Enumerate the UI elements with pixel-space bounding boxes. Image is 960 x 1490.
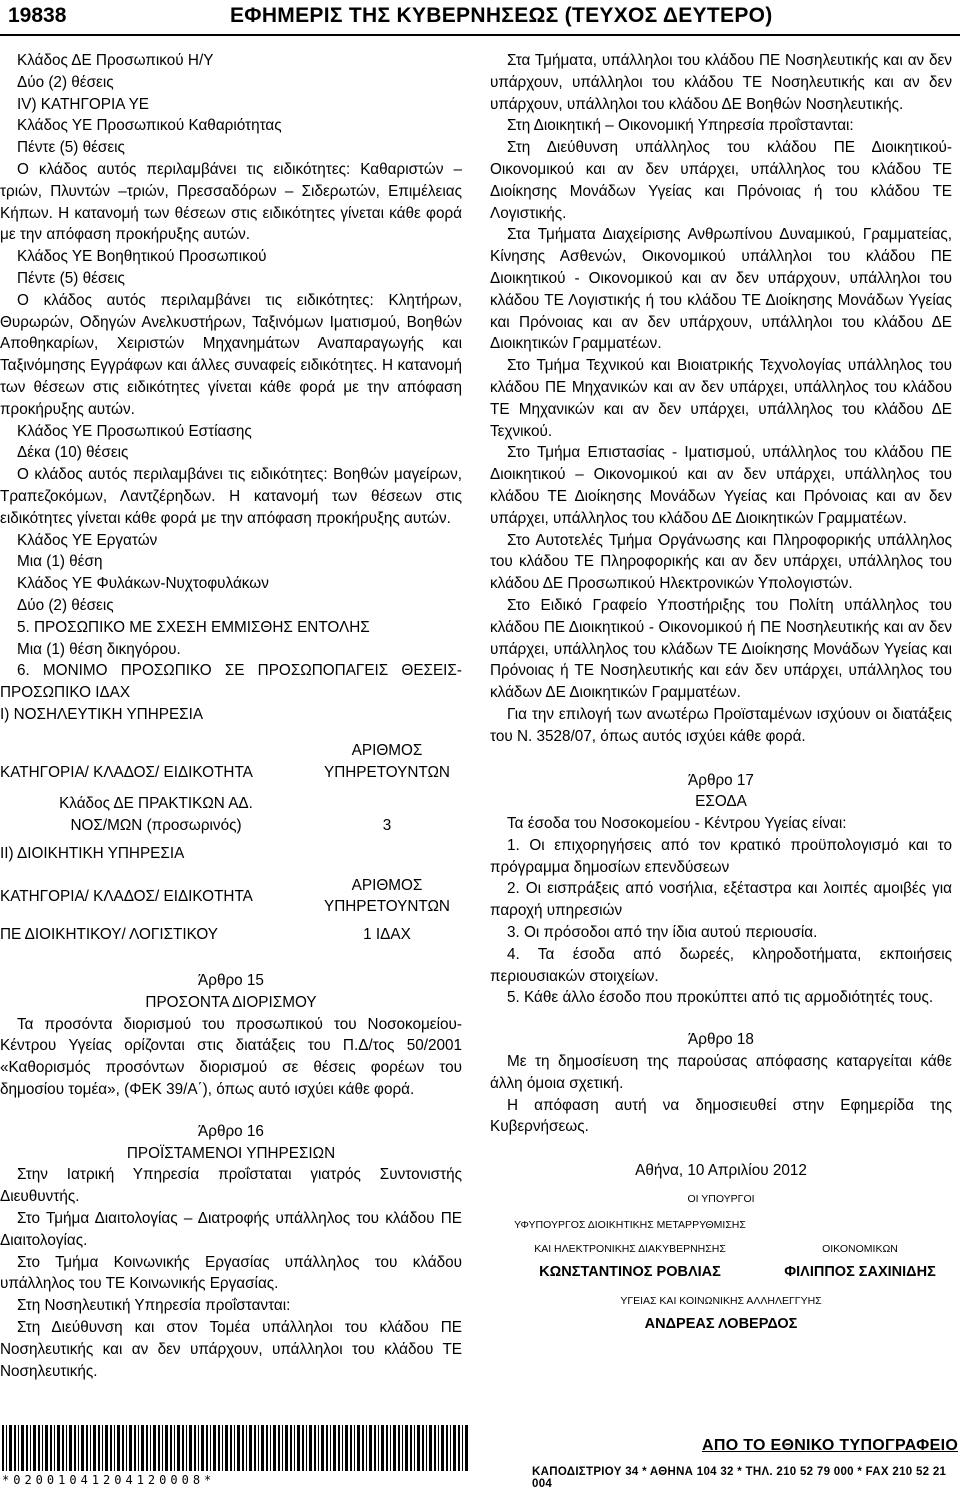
table-header-row (0, 875, 462, 919)
signatory-name: ΑΝΔΡΕΑΣ ΛΟΒΕΡΔΟΣ (644, 1316, 798, 1333)
table-header-row (0, 740, 462, 784)
positions-table-nursing (0, 740, 462, 837)
header-line: ΥΠΗΡΕΤΟΥΝΤΩΝ (324, 763, 450, 781)
page-footer (0, 1425, 960, 1490)
paragraph: Στη Διοικητική – Οικονομική Υπηρεσία προΐστανται: (507, 117, 854, 135)
header-line: ΑΡΙΘΜΟΣ (351, 876, 423, 894)
paragraph: 5. Κάθε άλλο έσοδο που προκύπτει από τις αρμοδιότητές τους. (507, 989, 934, 1007)
barcode-number: *02001041204120008* (2, 1473, 216, 1487)
article-number: Άρθρο 15 (198, 972, 264, 990)
text-line: Κλάδος ΥΕ Φυλάκων-Νυχτοφυλάκων (17, 575, 269, 593)
paragraph: Για την επιλογή των ανωτέρω Προϊσταμένων ισχύουν οι διατάξεις του Ν. 3528/07, όπως αυτός ισχύει κάθε φορά. (490, 705, 952, 745)
text-line: Κλάδος ΥΕ Εργατών (17, 531, 158, 549)
header-line: ΥΠΗΡΕΤΟΥΝΤΩΝ (324, 898, 450, 916)
signatory-title: ΟΙΚΟΝΟΜΙΚΩΝ (822, 1243, 898, 1256)
section-heading: 5. ΠΡΟΣΩΠΙΚΟ ΜΕ ΣΧΕΣΗ ΕΜΜΙΣΘΗΣ ΕΝΤΟΛΗΣ (17, 618, 370, 636)
positions-table-admin (0, 875, 462, 946)
table-row (0, 918, 462, 946)
paragraph: 4. Τα έσοδα από δωρεές, κληροδοτήματα, εκποιήσεις περιουσιακών στοιχείων. (490, 945, 952, 985)
paragraph: Ο κλάδος αυτός περιλαμβάνει τις ειδικότητες: Καθαριστών –τριών, Πλυντών –τριών, Πρεσσαδόρων – Σιδερωτών, Επιμέλειας Κήπων. Η κατανομή των θέσεων στις ειδικότητες γίνεται κάθε φορά με την απόφαση προκήρυξης αυτών. (0, 160, 462, 244)
table-cell: 3 (382, 817, 392, 835)
section-heading: IV) ΚΑΤΗΓΟΡΙΑ ΥΕ (17, 95, 149, 113)
paragraph: Ο κλάδος αυτός περιλαμβάνει τις ειδικότητες: Κλητήρων, Θυρωρών, Οδηγών Ανελκυστήρων, Ταξινόμων Ιματισμού, Βοηθών Αποθηκαρίων, Χειριστών Μηχανημάτων Αναπαραγωγής και Ταξινόμησης Εγγράφων και άλλες συναφείς ειδικότητες. Η κατανομή των θέσεων στις ειδικότητες γίνεται κάθε φορά με την απόφαση προκήρυξης αυτών. (0, 291, 462, 418)
header-rule (0, 34, 960, 36)
barcode (2, 1425, 468, 1471)
table-cell: 1 ΙΔΑΧ (363, 926, 411, 944)
header-line: ΑΡΙΘΜΟΣ (351, 741, 423, 759)
signature-block (490, 1218, 952, 1280)
article-title: ΕΣΟΔΑ (695, 793, 747, 811)
paragraph: Στο Τμήμα Κοινωνικής Εργασίας υπάλληλος του κλάδου υπάλληλος του ΤΕ Κοινωνικής Εργασίας. (0, 1253, 462, 1293)
paragraph: Στη Διεύθυνση και στον Τομέα υπάλληλοι του κλάδου ΠΕ Νοσηλευτικής και αν δεν υπάρχουν, υπάλληλοι του κλάδου ΤΕ Νοσηλευτικής. (0, 1319, 462, 1380)
paragraph: Στο Τμήμα Επιστασίας - Ιματισμού, υπάλληλος του κλάδου ΠΕ Διοικητικού – Οικονομικού και αν δεν υπάρχει, υπάλληλος του κλάδου ΤΕ Διοίκησης Μονάδων Υγείας και Πρόνοιας και αν δεν υπάρχει, υπάλληλος του κλάδου ΔΕ Διοικητικών Γραμματέων. (490, 444, 952, 527)
paragraph: Στη Διεύθυνση υπάλληλος του κλάδου ΠΕ Διοικητικού-Οικονομικού και αν δεν υπάρχει, υπάλληλος του κλάδου ΤΕ Διοίκησης Μονάδων Υγείας και Πρόνοιας ή του κλάδου ΤΕ Λογιστικής. (490, 139, 952, 222)
article-title: ΠΡΟΪΣΤΑΜΕΝΟΙ ΥΠΗΡΕΣΙΩΝ (126, 1144, 336, 1162)
text-line: Δέκα (10) θέσεις (17, 444, 129, 462)
text-line: Δύο (2) θέσεις (17, 73, 114, 91)
paragraph: Στη Νοσηλευτική Υπηρεσία προΐστανται: (17, 1297, 291, 1315)
signatory-title: ΚΑΙ ΗΛΕΚΤΡΟΝΙΚΗΣ ΔΙΑΚΥΒΕΡΝΗΣΗΣ (534, 1243, 726, 1256)
text-line: Κλάδος ΥΕ Προσωπικού Εστίασης (17, 422, 252, 440)
paragraph: 3. Οι πρόσοδοι από την ίδια αυτού περιουσία. (507, 924, 818, 942)
article-number: Άρθρο 18 (688, 1031, 754, 1049)
right-column (490, 50, 952, 1336)
article-number: Άρθρο 16 (198, 1122, 264, 1140)
section-heading: Ι) ΝΟΣΗΛΕΥΤΙΚΗ ΥΠΗΡΕΣΙΑ (0, 705, 204, 723)
section-heading: 6. ΜΟΝΙΜΟ ΠΡΟΣΩΠΙΚΟ ΣΕ ΠΡΟΣΩΠΟΠΑΓΕΙΣ ΘΕΣΕΙΣΠΡΟΣΩΠΙΚΟ ΙΔΑΧ (0, 662, 462, 702)
paragraph: 2. Οι εισπράξεις από νοσήλια, εξέταστρα και λοιπές αμοιβές για παροχή υπηρεσιών (490, 880, 952, 920)
table-cell: ΠΕ ΔΙΟΙΚΗΤΙΚΟΥ/ ΛΟΓΙΣΤΙΚΟΥ (0, 926, 218, 944)
paragraph: Τα έσοδα του Νοσοκομείου - Κέντρου Υγείας είναι: (507, 815, 847, 833)
paragraph: 1. Οι επιχορηγήσεις από τον κρατικό προϋπολογισμό και το πρόγραμμα δημοσίων επενδύσεων (490, 836, 952, 876)
paragraph: Στο Τμήμα Διαιτολογίας – Διατροφής υπάλληλος του κλάδου ΠΕ Διαιτολογίας. (0, 1210, 462, 1249)
paragraph: Στο Τμήμα Τεχνικού και Βιοιατρικής Τεχνολογίας υπάλληλος του κλάδου ΠΕ Μηχανικών και αν δεν υπάρχει, υπάλληλος του κλάδου ΤΕ Μηχανικών και αν δεν υπάρχει, υπάλληλος του κλάδου ΔΕ Τεχνικού. (490, 357, 952, 440)
paragraph: Ο κλάδος αυτός περιλαμβάνει τις ειδικότητες: Βοηθών μαγείρων, Τραπεζοκόμων, Λαντζέρηδων. Η κατανομή των θέσεων στις ειδικότητες γίνεται κάθε φορά με την απόφαση προκήρυξης αυτών. (0, 466, 462, 527)
paragraph: Στο Αυτοτελές Τμήμα Οργάνωσης και Πληροφορικής υπάλληλος του κλάδου ΤΕ Πληροφορικής και αν δεν υπάρχει, υπάλληλος του κλάδου ΔΕ Προσωπικού Ηλεκτρονικών Υπολογιστών. (490, 531, 952, 593)
printer-address: ΚΑΠΟΔΙΣΤΡΙΟΥ 34 * ΑΘΗΝΑ 104 32 * ΤΗΛ. 210 52 79 000 * FAX 210 52 21 004 (532, 1466, 947, 1490)
text-line: Κλάδος ΔΕ Προσωπικού Η/Υ (17, 52, 214, 69)
text-line: Πέντε (5) θέσεις (17, 269, 125, 287)
table-cell (0, 783, 312, 837)
signatory-name: ΦΙΛΙΠΠΟΣ ΣΑΧΙΝΙΔΗΣ (784, 1264, 936, 1281)
table-header-cell (312, 875, 462, 919)
text-line: Μια (1) θέση (17, 553, 103, 571)
text-line: Μια (1) θέση δικηγόρου. (17, 640, 181, 658)
paragraph: Στα Τμήματα, υπάλληλοι του κλάδου ΠΕ Νοσηλευτικής και αν δεν υπάρχουν, υπάλληλοι του κλάδου ΤΕ Νοσηλευτικής και αν δεν υπάρχουν, υπάλληλοι του κλάδου ΔΕ Βοηθών Νοσηλευτικής. (490, 52, 952, 113)
text-line: Δύο (2) θέσεις (17, 596, 114, 614)
table-header-cell: ΚΑΤΗΓΟΡΙΑ/ ΚΛΑΔΟΣ/ ΕΙΔΙΚΟΤΗΤΑ (0, 887, 253, 905)
paragraph: Η απόφαση αυτή να δημοσιευθεί στην Εφημερίδα της Κυβερνήσεως. (490, 1096, 952, 1136)
page-number: 19838 (8, 4, 67, 27)
signatory-name: ΚΩΝΣΤΑΝΤΙΝΟΣ ΡΟΒΛΙΑΣ (539, 1264, 721, 1281)
paragraph: Στο Ειδικό Γραφείο Υποστήριξης του Πολίτη υπάλληλος του κλάδου ΠΕ Διοικητικού - Οικονομικού ή ΠΕ Νοσηλευτικής και αν δεν υπάρχει, υπάλληλος του κλάδων ΤΕ Διοίκησης Μονάδων Υγείας και Πρόνοιας ή ΤΕ Νοσηλευτικής και εάν δεν υπάρχει, υπάλληλος του κλάδων ΔΕ Διοικητικών Γραμματέων. (490, 596, 952, 702)
table-row (0, 783, 462, 837)
cell-line: Κλάδος ΔΕ ΠΡΑΚΤΙΚΩΝ ΑΔ. (59, 795, 253, 813)
table-header-cell: ΚΑΤΗΓΟΡΙΑ/ ΚΛΑΔΟΣ/ ΕΙΔΙΚΟΤΗΤΑ (0, 763, 253, 781)
article-number: Άρθρο 17 (688, 771, 754, 789)
paragraph: Τα προσόντα διορισμού του προσωπικού του Νοσοκομείου- Κέντρου Υγείας ορίζονται στις διατάξεις του Π.Δ/τος 50/2001 «Καθορισμός προσόντων διορισμού σε θέσεις φορέων του δημοσίου τομέα», (ΦΕΚ 39/Α΄), όπως αυτό ισχύει κάθε φορά. (0, 1015, 462, 1099)
table-header-cell (312, 740, 462, 784)
article-title: ΠΡΟΣΟΝΤΑ ΔΙΟΡΙΣΜΟΥ (145, 993, 317, 1011)
signatory-title: ΥΓΕΙΑΣ ΚΑΙ ΚΟΙΝΩΝΙΚΗΣ ΑΛΛΗΛΕΓΓΥΗΣ (620, 1295, 822, 1308)
signing-date: Αθήνα, 10 Απριλίου 2012 (635, 1162, 807, 1180)
paragraph: Στα Τμήματα Διαχείρισης Ανθρωπίνου Δυναμικού, Γραμματείας, Κίνησης Ασθενών, Οικονομικού υπάλληλοι του κλάδου ΠΕ Διοικητικού - Οικονομικού και αν δεν υπάρχουν, υπάλληλοι του κλάδου ΤΕ Λογιστικής ή του κλάδου ΤΕ Διοίκησης Μονάδων Υγείας και Πρόνοιας και αν δεν υπάρχουν, υπάλληλοι του κλάδου ΔΕ Διοικητικών Γραμματέων. (490, 226, 952, 353)
text-line: Πέντε (5) θέσεις (17, 139, 125, 157)
signatory-title: ΥΦΥΠΟΥΡΓΟΣ ΔΙΟΙΚΗΤΙΚΗΣ ΜΕΤΑΡΡΥΘΜΙΣΗΣ (514, 1219, 746, 1232)
text-line: Κλάδος ΥΕ Προσωπικού Καθαριότητας (17, 117, 282, 135)
left-column (0, 50, 462, 1382)
paragraph: Με τη δημοσίευση της παρούσας απόφασης καταργείται κάθε άλλη όμοια σχετική. (490, 1053, 952, 1092)
paragraph: Στην Ιατρική Υπηρεσία προΐσταται γιατρός Συντονιστής Διευθυντής. (0, 1166, 462, 1206)
signatories-heading: ΟΙ ΥΠΟΥΡΓΟΙ (687, 1193, 755, 1206)
page-header (0, 0, 960, 28)
cell-line: ΝΟΣ/ΜΩΝ (προσωρινός) (70, 817, 242, 835)
gazette-title: ΕΦΗΜΕΡΙΣ ΤΗΣ ΚΥΒΕΡΝΗΣΕΩΣ (ΤΕΥΧΟΣ ΔΕΥΤΕΡΟ) (230, 4, 773, 27)
text-line: Κλάδος ΥΕ Βοηθητικού Προσωπικού (17, 248, 267, 266)
section-heading: ΙΙ) ΔΙΟΙΚΗΤΙΚΗ ΥΠΗΡΕΣΙΑ (0, 844, 185, 862)
printer-name: ΑΠΟ ΤΟ ΕΘΝΙΚΟ ΤΥΠΟΓΡΑΦΕΙΟ (702, 1437, 959, 1454)
